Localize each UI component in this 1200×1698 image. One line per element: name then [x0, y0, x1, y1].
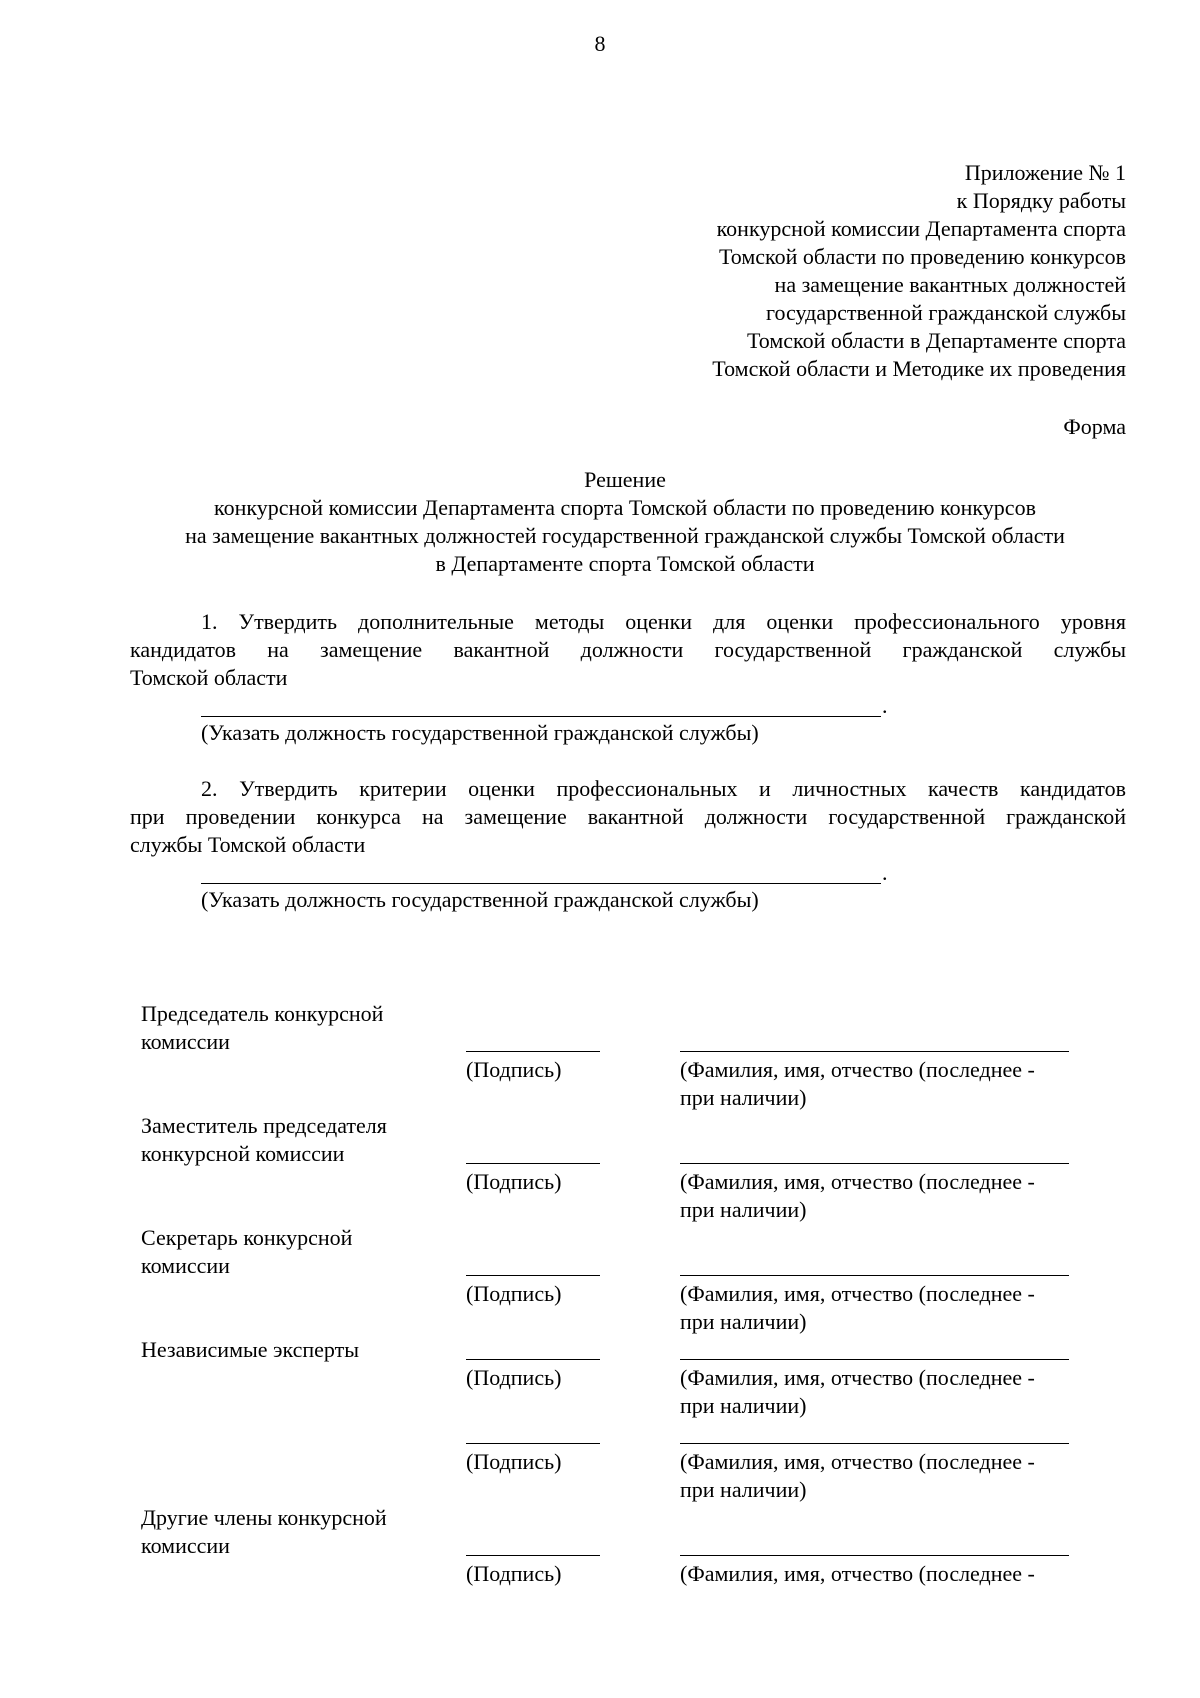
role-line: комиссии — [141, 1253, 230, 1278]
fio-caption-line: при наличии) — [680, 1477, 807, 1502]
item-1-line: 1. Утвердить дополнительные методы оценки для оценки профессионального уровня — [201, 609, 1126, 634]
appendix-line: конкурсной комиссии Департамента спорта — [716, 216, 1126, 241]
deputy-signature-line[interactable] — [466, 1163, 600, 1164]
appendix-line: Томской области и Методике их проведения — [712, 356, 1126, 381]
appendix-line: Томской области в Департаменте спорта — [747, 328, 1126, 353]
signature-caption: (Подпись) — [466, 1169, 562, 1194]
role-chairman — [141, 1000, 471, 1056]
chairman-signature-line[interactable] — [466, 1051, 600, 1052]
page-number: 8 — [594, 31, 606, 56]
fio-caption-line: (Фамилия, имя, отчество (последнее - — [680, 1169, 1035, 1194]
fio-caption-line: (Фамилия, имя, отчество (последнее - — [680, 1449, 1035, 1474]
fio-caption-line: (Фамилия, имя, отчество (последнее - — [680, 1057, 1035, 1082]
item-2-line: службы Томской области — [130, 832, 366, 857]
fio-caption — [680, 1056, 1100, 1112]
signature-caption: (Подпись) — [466, 1449, 562, 1474]
fio-caption — [680, 1364, 1100, 1420]
item-1-period: . — [882, 693, 888, 718]
fio-caption-line: при наличии) — [680, 1393, 807, 1418]
fio-caption — [680, 1280, 1100, 1336]
expert-2-signature-line[interactable] — [466, 1443, 600, 1444]
role-line: Председатель конкурсной — [141, 1001, 384, 1026]
item-2-line: при проведении конкурса на замещение вакантной должности государственной гражданской — [130, 804, 1126, 829]
fio-caption-line: (Фамилия, имя, отчество (последнее - — [680, 1281, 1035, 1306]
title-line: Решение — [584, 467, 666, 492]
fio-caption-line: при наличии) — [680, 1309, 807, 1334]
item-1-hint: (Указать должность государственной гражданской службы) — [201, 720, 759, 745]
deputy-fio-line[interactable] — [680, 1163, 1069, 1164]
decision-title — [120, 466, 1130, 578]
chairman-fio-line[interactable] — [680, 1051, 1069, 1052]
signature-caption: (Подпись) — [466, 1365, 562, 1390]
role-line: комиссии — [141, 1533, 230, 1558]
appendix-line: Томской области по проведению конкурсов — [718, 244, 1126, 269]
secretary-signature-line[interactable] — [466, 1275, 600, 1276]
title-line: в Департаменте спорта Томской области — [435, 551, 815, 576]
appendix-line: Приложение № 1 — [964, 160, 1126, 185]
item-1-line: кандидатов на замещение вакантной должности государственной гражданской службы — [130, 637, 1126, 662]
title-line: конкурсной комиссии Департамента спорта Томской области по проведению конкурсов — [214, 495, 1036, 520]
item-2-hint: (Указать должность государственной гражданской службы) — [201, 887, 759, 912]
fio-caption-line: (Фамилия, имя, отчество (последнее - — [680, 1561, 1035, 1586]
form-label: Форма — [1063, 414, 1126, 439]
item-1-line: Томской области — [130, 665, 288, 690]
expert-1-fio-line[interactable] — [680, 1359, 1069, 1360]
fio-caption — [680, 1560, 1100, 1588]
appendix-line: на замещение вакантных должностей — [774, 272, 1126, 297]
item-1-paragraph — [130, 608, 1126, 692]
role-line: Заместитель председателя — [141, 1113, 387, 1138]
role-secretary — [141, 1224, 471, 1280]
appendix-line: к Порядку работы — [956, 188, 1126, 213]
appendix-line: государственной гражданской службы — [766, 300, 1126, 325]
fio-caption — [680, 1448, 1100, 1504]
role-line: Секретарь конкурсной — [141, 1225, 353, 1250]
role-independent-experts — [141, 1336, 471, 1364]
item-2-paragraph — [130, 775, 1126, 859]
fio-caption-line: при наличии) — [680, 1085, 807, 1110]
expert-2-fio-line[interactable] — [680, 1443, 1069, 1444]
other-signature-line[interactable] — [466, 1555, 600, 1556]
item-2-period: . — [882, 860, 888, 885]
item-2-position-field[interactable] — [201, 855, 881, 884]
fio-caption-line: при наличии) — [680, 1197, 807, 1222]
role-deputy-chairman — [141, 1112, 471, 1168]
fio-caption — [680, 1168, 1100, 1224]
role-other-members — [141, 1504, 471, 1560]
role-line: Другие члены конкурсной — [141, 1505, 387, 1530]
signature-caption: (Подпись) — [466, 1561, 562, 1586]
role-line: Независимые эксперты — [141, 1337, 360, 1362]
appendix-header — [560, 159, 1126, 383]
role-line: конкурсной комиссии — [141, 1141, 345, 1166]
fio-caption-line: (Фамилия, имя, отчество (последнее - — [680, 1365, 1035, 1390]
expert-1-signature-line[interactable] — [466, 1359, 600, 1360]
title-line: на замещение вакантных должностей государственной гражданской службы Томской области — [185, 523, 1065, 548]
secretary-fio-line[interactable] — [680, 1275, 1069, 1276]
other-fio-line[interactable] — [680, 1555, 1069, 1556]
item-1-position-field[interactable] — [201, 688, 881, 717]
signature-caption: (Подпись) — [466, 1281, 562, 1306]
role-line: комиссии — [141, 1029, 230, 1054]
item-2-line: 2. Утвердить критерии оценки профессиональных и личностных качеств кандидатов — [201, 776, 1126, 801]
signature-caption: (Подпись) — [466, 1057, 562, 1082]
